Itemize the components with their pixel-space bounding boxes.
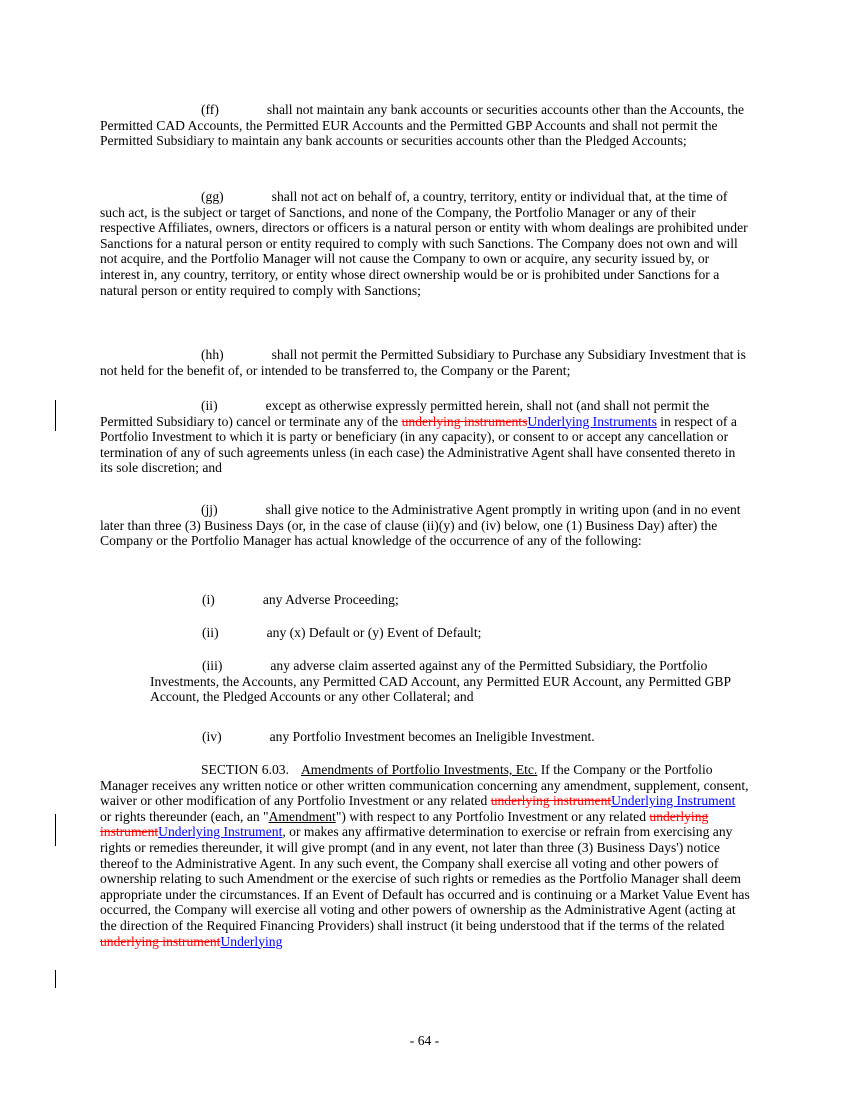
section-heading: Amendments of Portfolio Investments, Etc. xyxy=(300,762,538,777)
item-iv xyxy=(202,729,742,745)
paragraph-hh xyxy=(100,347,750,378)
change-bar xyxy=(55,970,56,988)
section-text: ") with respect to any Portfolio Investment or any related xyxy=(335,808,650,824)
clause-text: except as otherwise expressly permitted herein, shall not (and shall not permit the Permitted Subsidiary to) cancel or terminate any of the xyxy=(100,398,710,429)
paragraph-ii xyxy=(100,398,750,476)
item-number: (iii) xyxy=(202,658,223,673)
deleted-text: underlying instruments xyxy=(401,413,528,429)
item-text: any Portfolio Investment becomes an Ineligible Investment. xyxy=(269,729,595,744)
clause-number: (ff) xyxy=(201,102,219,117)
clause-text: shall not permit the Permitted Subsidiary to Purchase any Subsidiary Investment that is not held for the benefit of, or intended to be transferred to, the Company or the Parent; xyxy=(100,347,746,378)
section-text: , or makes any affirmative determination to exercise or refrain from exercising any rights or remedies thereunder, it will give prompt (and in any event, not later than three (3) Business Days') notice thereof to the Administrative Agent. In any such event, the Company shall exercise all voting and other powers of ownership relating to such Amendment or the exercise of such rights or remedies as the Portfolio Manager shall deem appropriate under the circumstances. If an Event of Default has occurred and is continuing or a Market Value Event has occurred, the Company will exercise all voting and other powers of ownership as the Administrative Agent (acting at the direction of the Required Financing Providers) shall instruct (it being understood that if the terms of the related xyxy=(100,824,750,933)
section-text: If the Company or the Portfolio Manager receives any written notice or other written communication concerning any amendment, supplement, consent, waiver or other modification of any Portfolio Investment or any related xyxy=(100,762,749,809)
defined-term: Amendment xyxy=(268,808,336,824)
item-text: any Adverse Proceeding; xyxy=(262,592,399,607)
inserted-text: Underlying Instruments xyxy=(527,413,657,429)
change-bar xyxy=(55,400,56,431)
paragraph-jj xyxy=(100,502,750,549)
item-number: (iv) xyxy=(202,729,222,744)
section-6-03 xyxy=(100,762,750,949)
clause-number: (hh) xyxy=(201,347,224,362)
section-text: or rights thereunder (each, an " xyxy=(100,808,269,824)
inserted-text: Underlying Instrument xyxy=(611,793,736,809)
item-ii xyxy=(202,625,742,641)
inserted-text: Underlying Instrument xyxy=(158,824,283,840)
deleted-text: underlying instrument xyxy=(490,793,612,809)
paragraph-gg xyxy=(100,189,750,298)
clause-text: shall not maintain any bank accounts or securities accounts other than the Accounts, the Permitted CAD Accounts, the Permitted EUR Accounts and the Permitted GBP Accounts and shall not permit the Permitted Subsidiary to maintain any bank accounts or securities accounts other than the Pledged Accounts; xyxy=(100,102,745,149)
item-i xyxy=(202,592,742,608)
section-label: SECTION 6.03. xyxy=(201,762,289,777)
change-bar xyxy=(55,814,56,846)
item-number: (ii) xyxy=(202,625,219,640)
inserted-text: Underlying xyxy=(220,933,283,949)
paragraph-ff xyxy=(100,102,750,149)
clause-text: shall give notice to the Administrative Agent promptly in writing upon (and in no event later than three (3) Business Days (or, in the case of clause (ii)(y) and (iv) below, one (1) Business Day) after) the Company or the Portfolio Manager has actual knowledge of the occurrence of any of the following: xyxy=(100,502,741,549)
clause-number: (jj) xyxy=(201,502,218,517)
clause-text: in respect of a Portfolio Investment to which it is party or beneficiary (in any capacity), or consent to or accept any cancellation or termination of any of such agreements unless (in each case) the Administrative Agent shall have consented thereto in its sole discretion; and xyxy=(100,413,737,476)
deleted-text: underlying instrument xyxy=(100,933,221,949)
deleted-text: underlying instrument xyxy=(100,808,709,840)
page-number: - 64 - xyxy=(409,1033,440,1048)
clause-number: (gg) xyxy=(201,189,224,204)
item-text: any adverse claim asserted against any of the Permitted Subsidiary, the Portfolio Investments, the Accounts, any Permitted CAD Account, any Permitted EUR Account, any Permitted GBP Account, the Pledged Accounts or any other Collateral; and xyxy=(150,658,731,705)
clause-number: (ii) xyxy=(201,398,218,413)
item-iii xyxy=(150,658,750,705)
item-text: any (x) Default or (y) Event of Default; xyxy=(266,625,482,640)
clause-text: shall not act on behalf of, a country, territory, entity or individual that, at the time of such act, is the subject or target of Sanctions, and none of the Company, the Portfolio Manager or any of their respective Affiliates, owners, directors or officers is a natural person or entity with whom dealings are prohibited under Sanctions for a natural person or entity required to comply with such Sanctions. The Company does not own and will not acquire, and the Portfolio Manager will not cause the Company to own or acquire, any security issued by, or interest in, any country, territory, or entity whose direct ownership would be or is prohibited under Sanctions for a natural person or entity required to comply with Sanctions; xyxy=(100,189,748,298)
item-number: (i) xyxy=(202,592,215,607)
